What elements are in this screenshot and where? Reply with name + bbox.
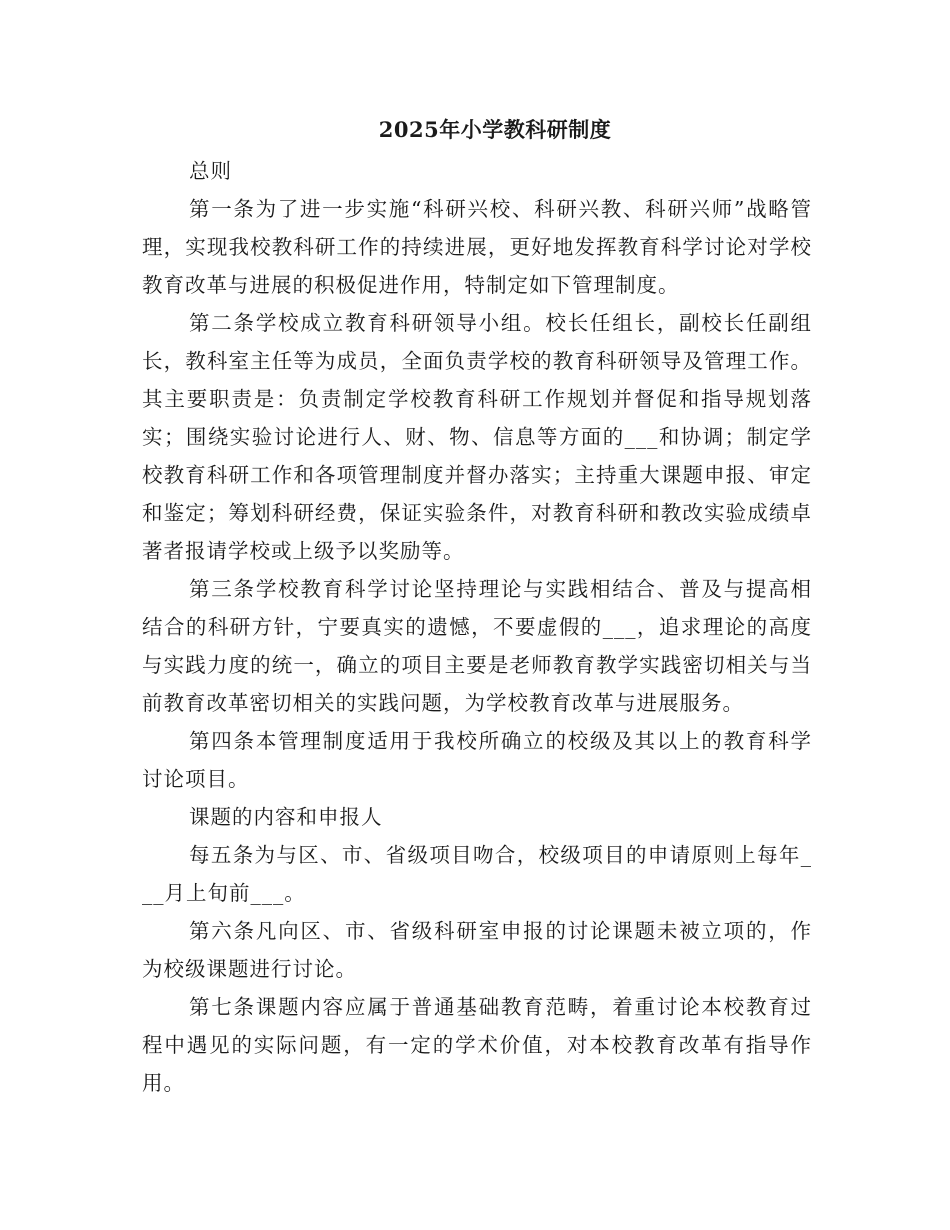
document-body <box>142 152 812 1102</box>
paragraph-article-5: 每五条为与区、市、省级项目吻合，校级项目的申请原则上每年___月上旬前___。 <box>142 843 812 905</box>
paragraph-article-2: 第二条学校成立教育科研领导小组。校长任组长，副校长任副组长，教科室主任等为成员，全面负责学校的教育科研领导及管理工作。其主要职责是：负责制定学校教育科研工作规划并督促和指导规划落实；围绕实验讨论进行人、财、物、信息等方面的___和协调；制定学校教育科研工作和各项管理制度并督办落实；主持重大课题申报、审定和鉴定；筹划科研经费，保证实验条件，对教育科研和教改实验成绩卓著者报请学校或上级予以奖励等。 <box>142 311 812 563</box>
paragraph-article-4: 第四条本管理制度适用于我校所确立的校级及其以上的教育科学讨论项目。 <box>142 729 812 791</box>
paragraph-article-6: 第六条凡向区、市、省级科研室申报的讨论课题未被立项的，作为校级课题进行讨论。 <box>142 919 812 981</box>
document-title: 2025年小学教科研制度 <box>378 117 612 142</box>
section-heading-general: 总则 <box>189 159 232 183</box>
paragraph-article-1: 第一条为了进一步实施“科研兴校、科研兴教、科研兴师”战略管理，实现我校教科研工作的持续进展，更好地发挥教育科学讨论对学校教育改革与进展的积极促进作用，特制定如下管理制度。 <box>142 197 812 297</box>
paragraph-article-3: 第三条学校教育科学讨论坚持理论与实践相结合、普及与提高相结合的科研方针，宁要真实的遗憾，不要虚假的___，追求理论的高度与实践力度的统一，确立的项目主要是老师教育教学实践密切相关与当前教育改革密切相关的实践问题，为学校教育改革与进展服务。 <box>142 577 812 715</box>
paragraph-article-7: 第七条课题内容应属于普通基础教育范畴，着重讨论本校教育过程中遇见的实际问题，有一定的学术价值，对本校教育改革有指导作用。 <box>142 995 812 1095</box>
section-heading-topics: 课题的内容和申报人 <box>189 805 383 829</box>
